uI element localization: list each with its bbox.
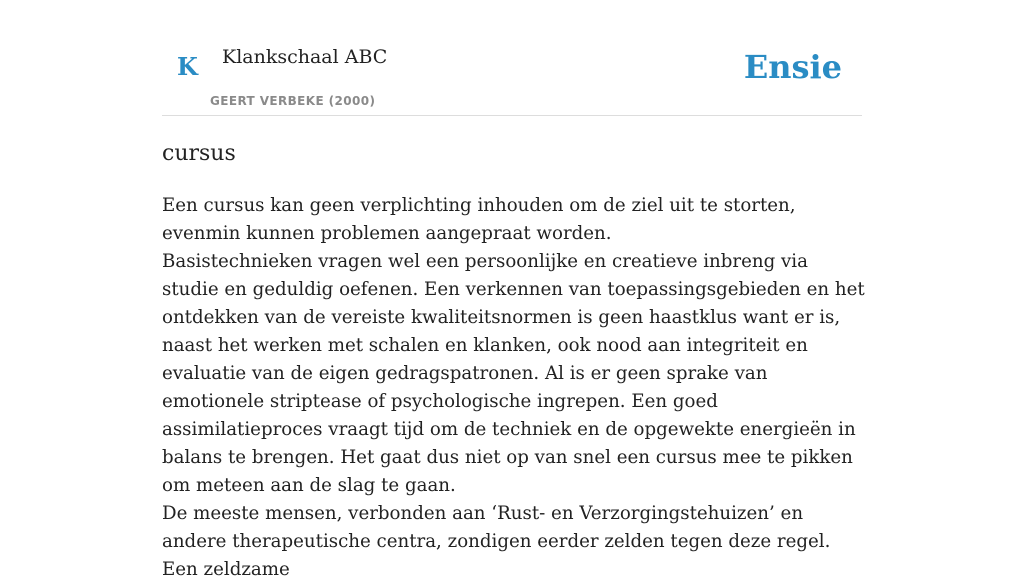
entry-paragraph: Een cursus kan geen verplichting inhouden om de ziel uit te storten, evenmin kunnen problemen aangepraat worden. xyxy=(162,195,796,244)
header xyxy=(162,0,862,116)
entry-paragraph: Basistechnieken vragen wel een persoonlijke en creatieve inbreng via studie en geduldig oefenen. Een verkennen van toepassingsgebieden en het ontdekken van de vereiste kwaliteitsnormen is geen haastklus want er is, naast het werken met schalen en klanken, ook nood aan integriteit en evaluatie van de eigen gedragspatronen. Al is er geen sprake van emotionele striptease of psychologische ingrepen. Een goed assimilatieproces vraagt tijd om de techniek en de opgewekte energieën in balans te brengen. Het gaat dus niet op van snel een cursus mee te pikken om meteen aan de slag te gaan. xyxy=(162,251,865,496)
entry-paragraph: De meeste mensen, verbonden aan ‘Rust- en Verzorgingstehuizen’ en andere therapeutische centra, zondigen eerder zelden tegen deze regel. Een zeldzame xyxy=(162,503,831,580)
book-title[interactable]: Klankschaal ABC xyxy=(222,46,388,68)
entry-title: cursus xyxy=(162,141,236,166)
book-logo[interactable]: K xyxy=(177,52,198,81)
entry-body xyxy=(162,192,866,584)
brand-logo[interactable]: Ensie xyxy=(743,48,842,86)
book-author: GEERT VERBEKE (2000) xyxy=(210,94,376,108)
